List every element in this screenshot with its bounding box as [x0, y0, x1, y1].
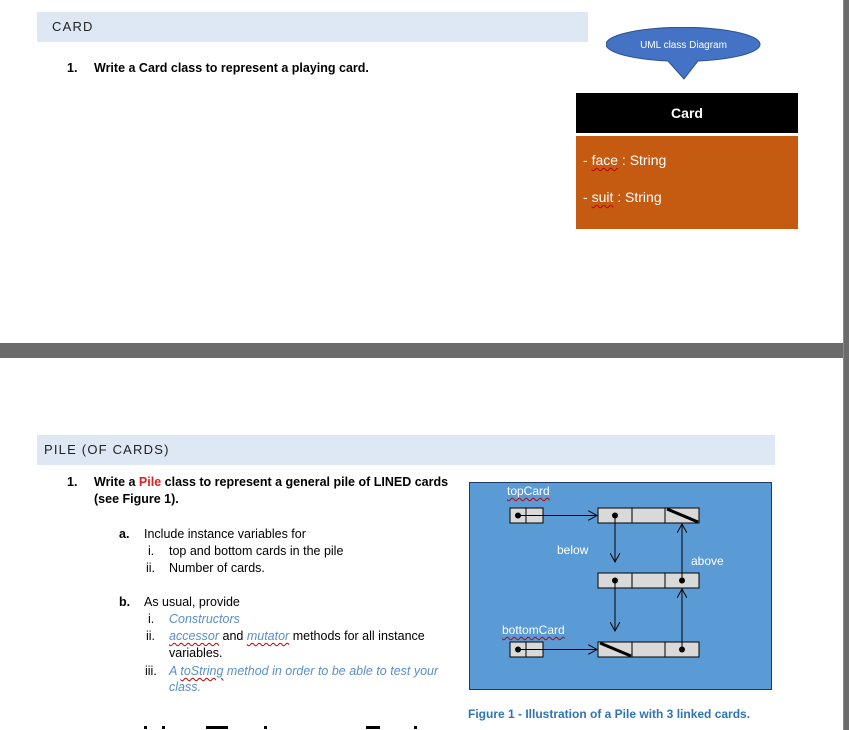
pile-item-text-line2: (see Figure 1).	[94, 492, 179, 506]
uml-attribute-face: - face : String	[583, 152, 667, 168]
page-1	[0, 0, 843, 343]
top-card-label: topCard	[507, 484, 550, 498]
sub-b-i-num: i.	[148, 612, 155, 626]
sub-b-iii-text: A toString method in order to be able to test your	[169, 664, 439, 678]
card-heading-bar	[37, 12, 588, 42]
pile-item-text: Write a Pile class to represent a general pile of LINED cards	[94, 475, 449, 489]
sub-a-i-num: i.	[148, 544, 155, 558]
figure-caption: Figure 1 - Illustration of a Pile with 3 linked cards.	[468, 707, 751, 721]
sub-b-text: As usual, provide	[144, 595, 240, 609]
card-item-text: Write a Card class to represent a playing card.	[94, 61, 369, 75]
linked-list-diagram	[470, 483, 773, 691]
pile-keyword: Pile	[138, 475, 162, 489]
below-label: below	[557, 543, 589, 557]
card-heading: CARD	[52, 19, 94, 34]
page-gap	[0, 343, 849, 358]
cut-off-text	[144, 726, 434, 730]
card-node-bottom	[598, 642, 699, 657]
pile-item-number: 1.	[67, 475, 78, 489]
pile-heading-bar	[37, 435, 775, 465]
uml-attributes	[576, 136, 798, 229]
page-2	[0, 358, 843, 730]
bottom-card-pointer	[510, 642, 597, 657]
sub-b-ii-text: accessor and mutator methods for all instance	[169, 629, 425, 643]
sub-b-label: b.	[119, 595, 131, 609]
card-node-top	[598, 508, 699, 523]
sub-b-ii-num: ii.	[146, 629, 156, 643]
sub-b-iii-line2: class.	[169, 680, 201, 694]
above-label: above	[691, 554, 724, 568]
uml-class-name: Card	[576, 93, 798, 133]
pile-heading: PILE (OF CARDS)	[44, 442, 170, 457]
sub-a-ii-text: Number of cards.	[169, 561, 265, 575]
sub-a-i-text: top and bottom cards in the pile	[169, 544, 344, 558]
sub-b-i-text: Constructors	[169, 612, 240, 626]
figure-panel	[469, 482, 772, 690]
card-item-number: 1.	[67, 61, 78, 75]
sub-a-ii-num: ii.	[146, 561, 156, 575]
card-node-middle	[598, 573, 699, 588]
sub-a-text: Include instance variables for	[144, 527, 306, 541]
top-card-pointer	[510, 508, 597, 523]
sub-b-ii-line2: variables.	[169, 646, 223, 660]
uml-attribute-suit: - suit : String	[583, 189, 662, 205]
bottom-card-label: bottomCard	[502, 623, 565, 637]
sub-a-label: a.	[119, 527, 130, 541]
sub-b-iii-num: iii.	[145, 664, 157, 678]
uml-callout-label: UML class Diagram	[640, 40, 727, 51]
